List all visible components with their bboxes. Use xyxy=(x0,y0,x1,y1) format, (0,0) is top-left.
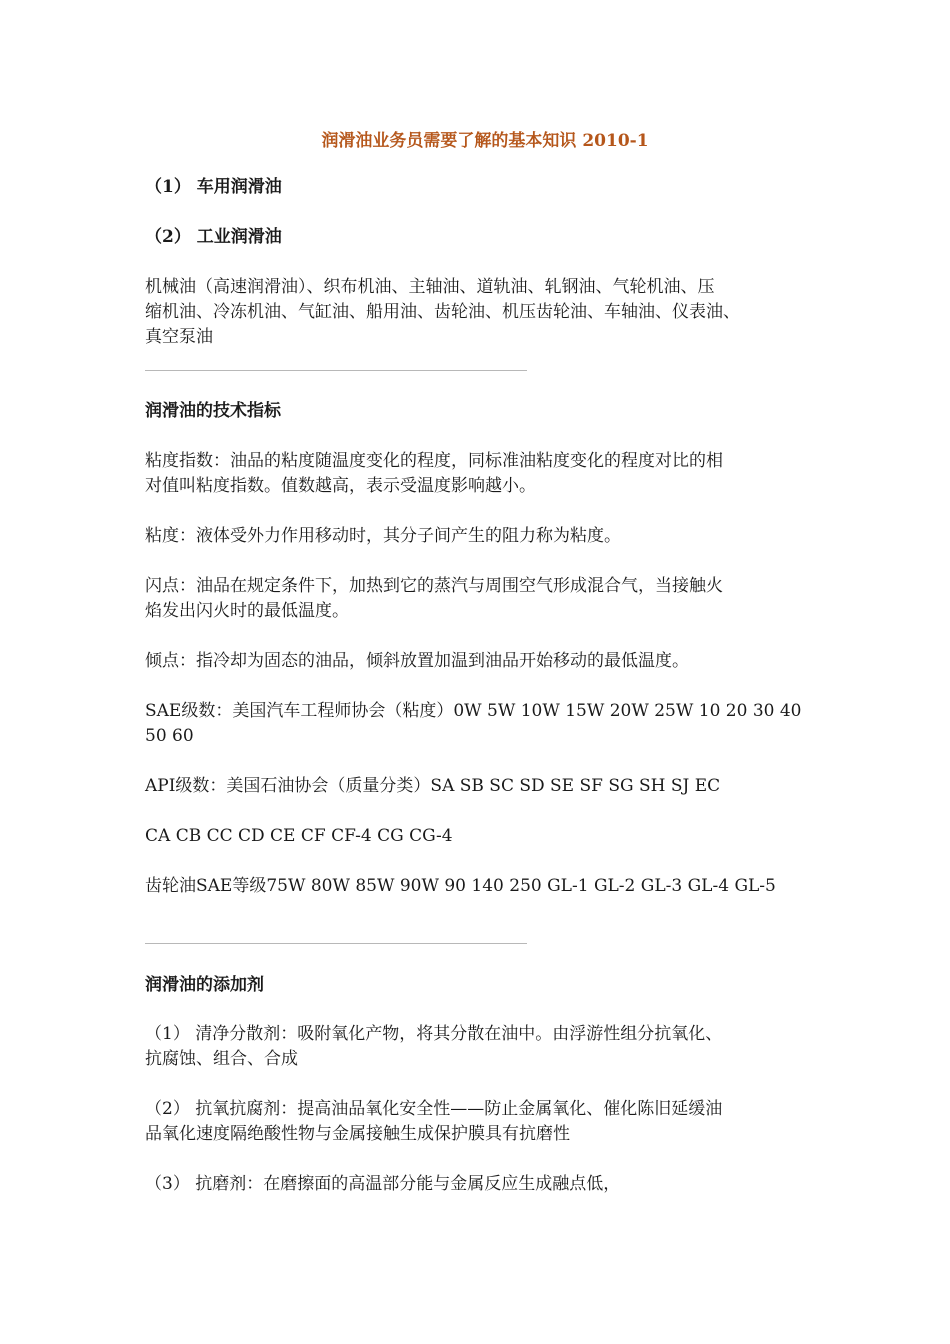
section-heading-additives: 润滑油的添加剂 xyxy=(145,975,264,995)
api-grades: API级数：美国石油协会（质量分类）SA SB SC SD SE SF SG SH SJ EC xyxy=(145,776,721,796)
additive-2-line-1: （2） 抗氧抗腐剂：提高油品氧化安全性——防止金属氧化、催化陈旧延缓油 xyxy=(145,1099,723,1119)
category-industrial: （2） 工业润滑油 xyxy=(145,227,282,247)
flash-point-line-1: 闪点：油品在规定条件下，加热到它的蒸汽与周围空气形成混合气，当接触火 xyxy=(145,576,723,596)
industrial-oils-line-3: 真空泵油 xyxy=(145,327,213,347)
additive-2-line-2: 品氧化速度隔绝酸性物与金属接触生成保护膜具有抗磨性 xyxy=(145,1124,570,1144)
additive-1-line-1: （1） 清净分散剂：吸附氧化产物，将其分散在油中。由浮游性组分抗氧化、 xyxy=(145,1024,723,1044)
flash-point-line-2: 焰发出闪火时的最低温度。 xyxy=(145,601,349,621)
gear-oil-sae-grades: 齿轮油SAE等级75W 80W 85W 90W 90 140 250 GL-1 GL-2 GL-3 GL-4 GL-5 xyxy=(145,876,776,896)
document-title: 润滑油业务员需要了解的基本知识 2010-1 xyxy=(321,131,649,151)
sae-grades-line-2: 50 60 xyxy=(145,726,194,746)
viscosity-index-line-1: 粘度指数：油品的粘度随温度变化的程度，同标准油粘度变化的程度对比的相 xyxy=(145,451,723,471)
viscosity-index-line-2: 对值叫粘度指数。值数越高，表示受温度影响越小。 xyxy=(145,476,536,496)
category-automotive: （1） 车用润滑油 xyxy=(145,177,282,197)
pour-point-definition: 倾点：指冷却为固态的油品，倾斜放置加温到油品开始移动的最低温度。 xyxy=(145,651,689,671)
sae-grades-line-1: SAE级数：美国汽车工程师协会（粘度）0W 5W 10W 15W 20W 25W 10 20 30 40 xyxy=(145,701,802,721)
api-c-grades: CA CB CC CD CE CF CF-4 CG CG-4 xyxy=(145,826,453,846)
industrial-oils-line-2: 缩机油、冷冻机油、气缸油、船用油、齿轮油、机压齿轮油、车轴油、仪表油、 xyxy=(145,302,740,322)
additive-3: （3） 抗磨剂：在磨擦面的高温部分能与金属反应生成融点低， xyxy=(145,1174,621,1194)
viscosity-definition: 粘度：液体受外力作用移动时，其分子间产生的阻力称为粘度。 xyxy=(145,526,621,546)
divider xyxy=(145,370,527,371)
industrial-oils-line-1: 机械油（高速润滑油）、织布机油、主轴油、道轨油、轧钢油、气轮机油、压 xyxy=(145,277,715,297)
section-heading-tech: 润滑油的技术指标 xyxy=(145,401,281,421)
divider xyxy=(145,943,527,944)
additive-1-line-2: 抗腐蚀、组合、合成 xyxy=(145,1049,298,1069)
